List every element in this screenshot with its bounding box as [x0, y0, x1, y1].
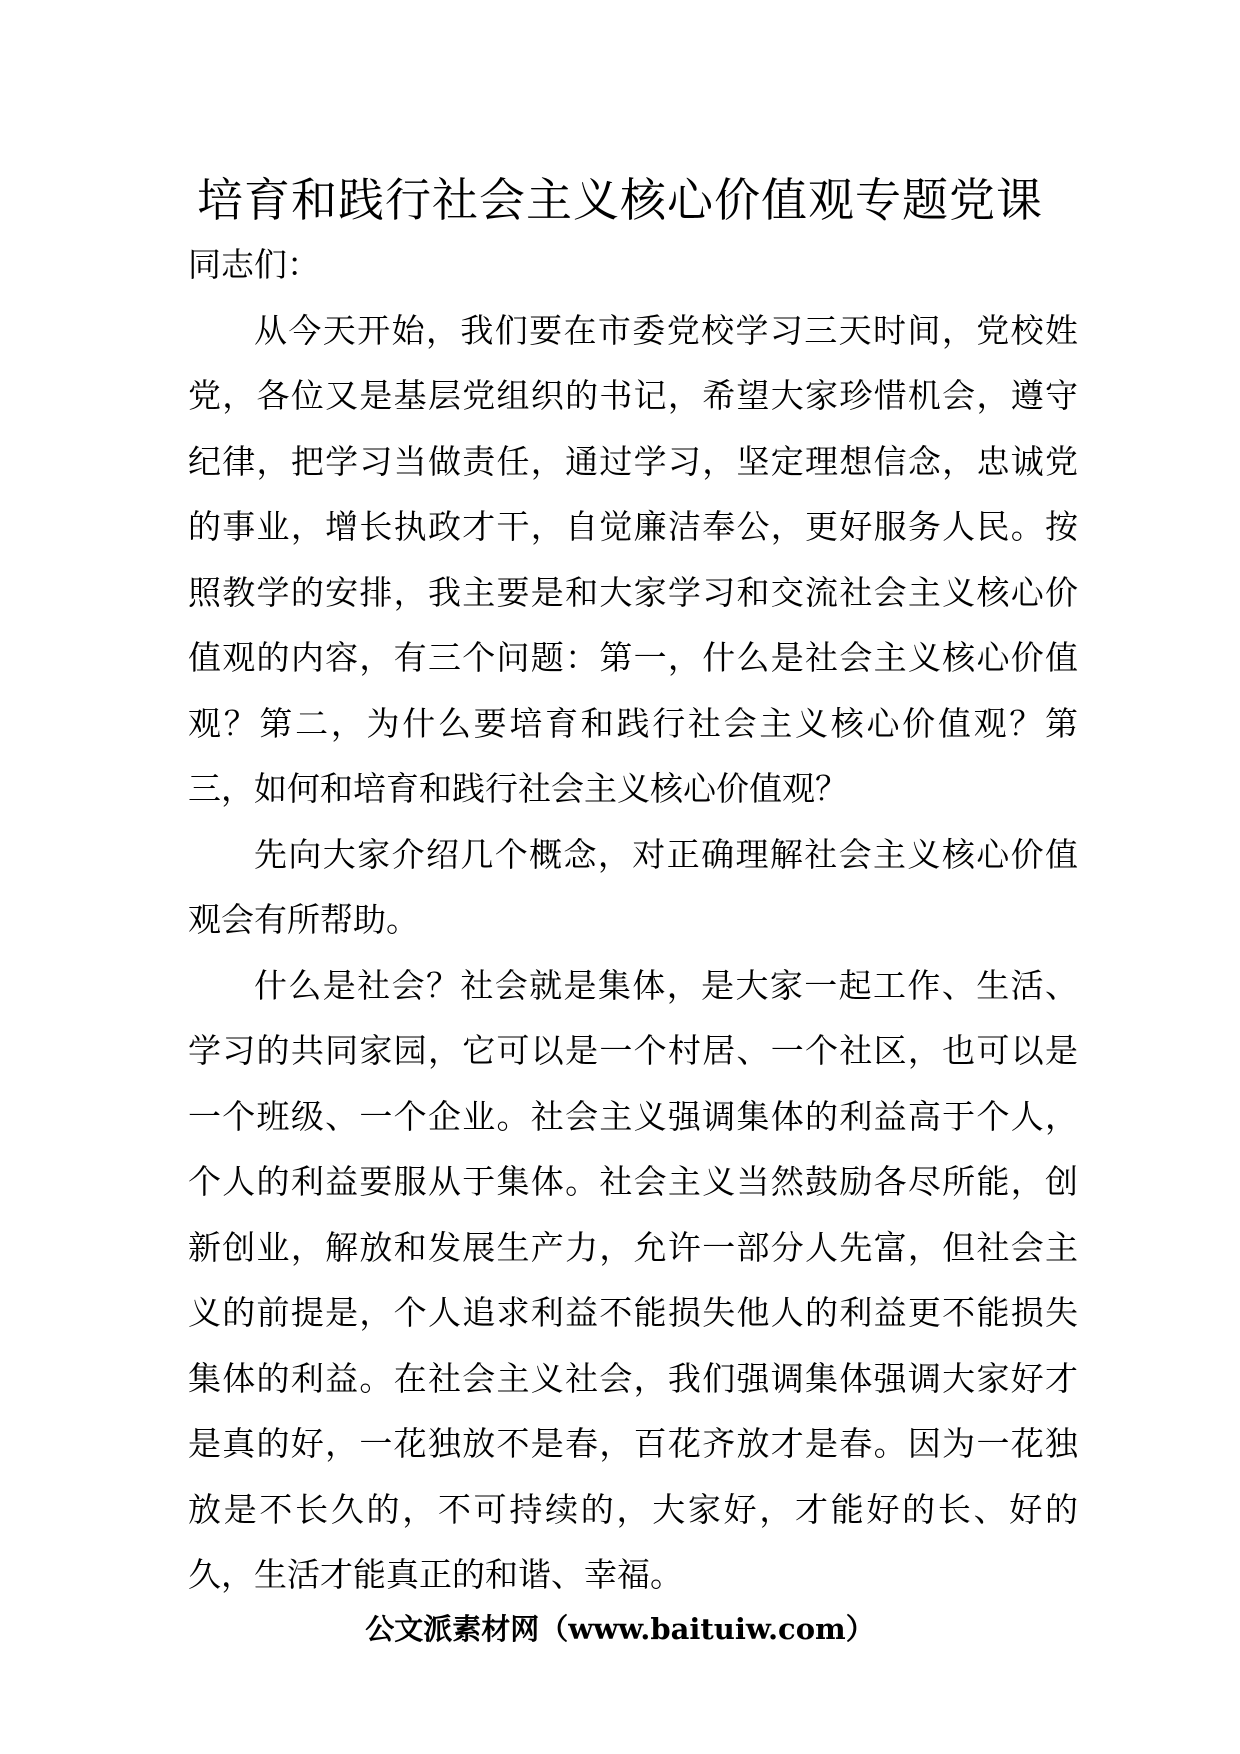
paragraph-society: 什么是社会？社会就是集体，是大家一起工作、生活、学习的共同家园，它可以是一个村居、一个社区，也可以是一个班级、一个企业。社会主义强调集体的利益高于个人，个人的利益要服从于集体。社会主义当然鼓励各尽所能，创新创业，解放和发展生产力，允许一部分人先富，但社会主义的前提是，个人追求利益不能损失他人的利益更不能损失集体的利益。在社会主义社会，我们强调集体强调大家好才是真的好，一花独放不是春，百花齐放才是春。因为一花独放是不长久的，不可持续的，大家好，才能好的长、好的久，生活才能真正的和谐、幸福。 [188, 965, 1078, 1594]
document-body [188, 232, 1078, 1608]
salutation: 同志们： [188, 245, 320, 284]
paragraph-concepts: 先向大家介绍几个概念，对正确理解社会主义核心价值观会有所帮助。 [188, 834, 1078, 939]
source-watermark: 公文派素材网（www.baituiw.com） [365, 1612, 875, 1646]
document-title: 培育和践行社会主义核心价值观专题党课 [197, 173, 1043, 227]
paragraph-intro: 从今天开始，我们要在市委党校学习三天时间，党校姓党，各位又是基层党组织的书记，希望大家珍惜机会，遵守纪律，把学习当做责任，通过学习，坚定理想信念，忠诚党的事业，增长执政才干，自觉廉洁奉公，更好服务人民。按照教学的安排，我主要是和大家学习和交流社会主义核心价值观的内容，有三个问题：第一，什么是社会主义核心价值观？第二，为什么要培育和践行社会主义核心价值观？第三，如何和培育和践行社会主义核心价值观？ [188, 310, 1078, 808]
